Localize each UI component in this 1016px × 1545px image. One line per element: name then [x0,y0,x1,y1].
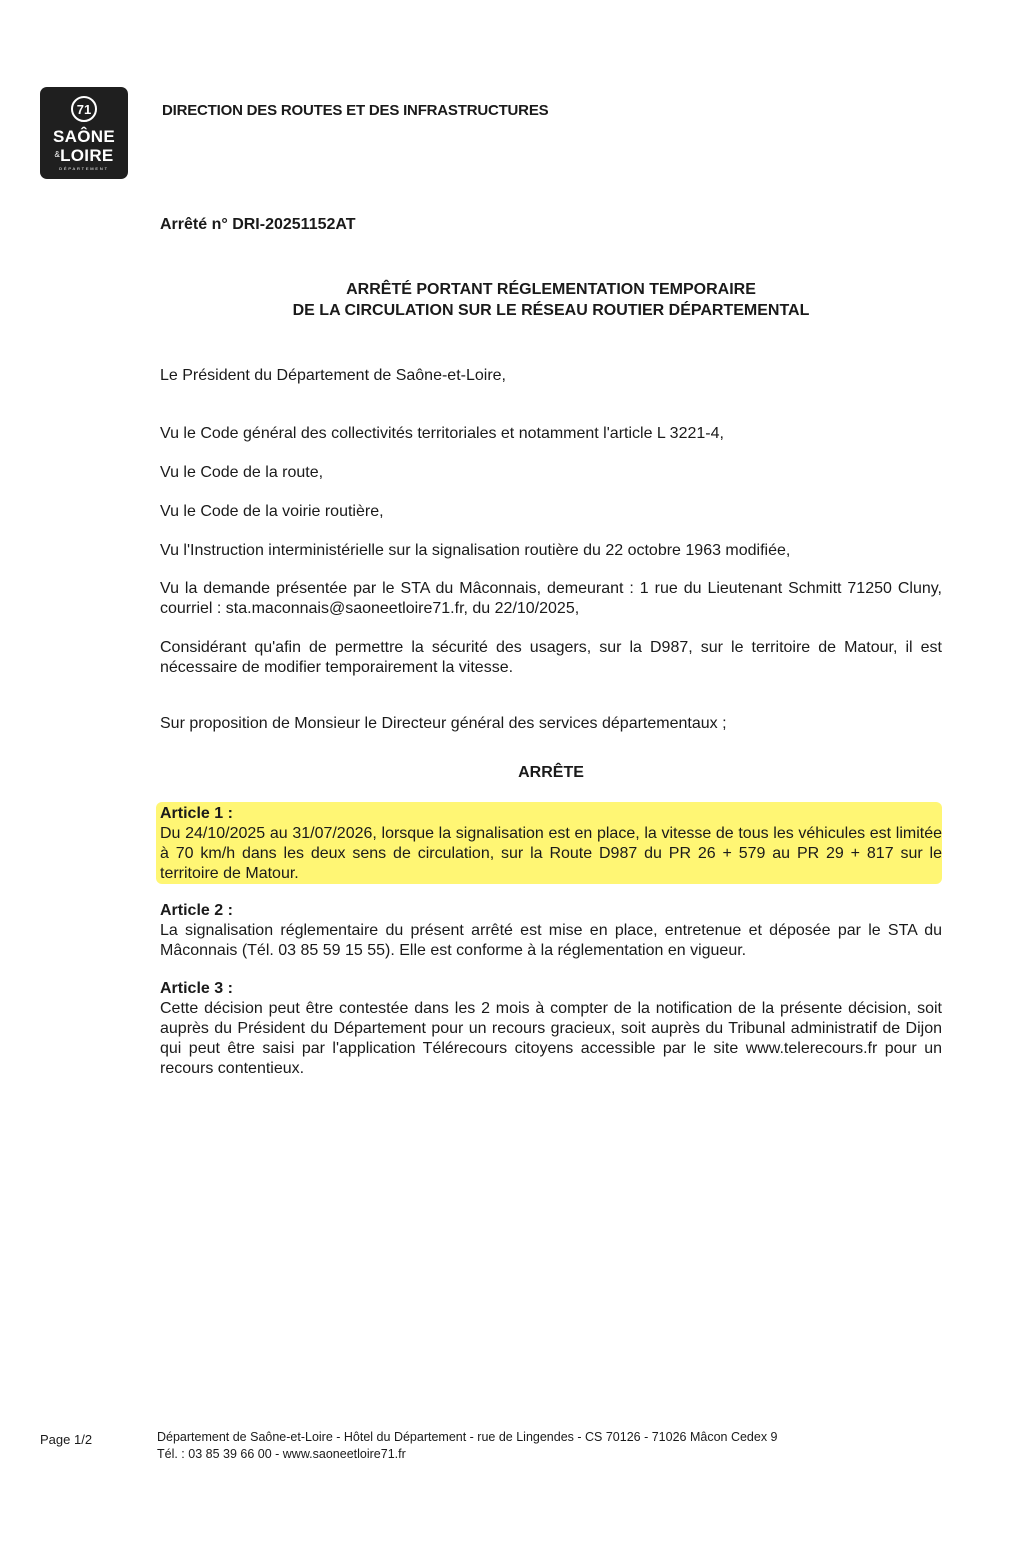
vu-instruction: Vu l'Instruction interministérielle sur la signalisation routière du 22 octobre 1963 modifiée, [160,542,791,559]
vu-code-collectivites: Vu le Code général des collectivités territoriales et notamment l'article L 3221-4, [160,425,724,442]
footer-contact: Tél. : 03 85 39 66 00 - www.saoneetloire71.fr [157,1447,406,1461]
arrete-number: Arrêté n° DRI-20251152AT [160,216,356,233]
logo-number: 71 [76,102,92,117]
logo-text-loire [40,146,128,165]
direction-header: DIRECTION DES ROUTES ET DES INFRASTRUCTURES [162,102,549,119]
article-1-text: Du 24/10/2025 au 31/07/2026, lorsque la signalisation est en place, la vitesse de tous les véhicules est limitée à 70 km/h dans les deux sens de circulation, sur la Route D987 du PR 26 + 579 au PR 29 + 817 sur le territoire de Matour. [160,825,942,882]
logo-loire-word: LOIRE [60,146,114,165]
article-2-text: La signalisation réglementaire du présent arrêté est mise en place, entretenue et déposée par le STA du Mâconnais (Tél. 03 85 59 15 55). Elle est conforme à la réglementation en vigueur. [160,922,942,959]
article-1-title: Article 1 : [160,805,233,822]
footer-address: Département de Saône-et-Loire - Hôtel du Département - rue de Lingendes - CS 70126 - 71026 Mâcon Cedex 9 [157,1430,778,1444]
document-title-line1: ARRÊTÉ PORTANT RÉGLEMENTATION TEMPORAIRE [346,281,756,298]
logo-text-saone: SAÔNE [53,127,115,146]
logo-ampersand: & [54,150,61,159]
arrete-heading: ARRÊTE [518,764,584,781]
vu-code-route: Vu le Code de la route, [160,464,324,481]
department-logo [40,87,128,179]
proposition: Sur proposition de Monsieur le Directeur général des services départementaux ; [160,715,727,732]
article-3-title: Article 3 : [160,980,233,997]
article-2-title: Article 2 : [160,902,233,919]
page-number: Page 1/2 [40,1432,93,1447]
vu-demande: Vu la demande présentée par le STA du Mâconnais, demeurant : 1 rue du Lieutenant Schmitt 71250 Cluny, courriel : sta.maconnais@saoneetloire71.fr, du 22/10/2025, [160,580,942,617]
president-line: Le Président du Département de Saône-et-Loire, [160,367,506,384]
logo-71-emblem-icon [70,94,98,124]
logo-text-departement: DÉPARTEMENT [59,166,109,171]
vu-code-voirie: Vu le Code de la voirie routière, [160,503,384,520]
considerant: Considérant qu'afin de permettre la sécurité des usagers, sur la D987, sur le territoire de Matour, il est nécessaire de modifier temporairement la vitesse. [160,639,942,676]
article-3-text: Cette décision peut être contestée dans les 2 mois à compter de la notification de la présente décision, soit auprès du Président du Département pour un recours gracieux, soit auprès du Tribunal administratif de Dijon qui peut être saisi par l'application Télérecours citoyens accessible par le site www.telerecours.fr pour un recours contentieux. [160,1000,942,1077]
document-title-line2: DE LA CIRCULATION SUR LE RÉSEAU ROUTIER DÉPARTEMENTAL [292,302,810,319]
